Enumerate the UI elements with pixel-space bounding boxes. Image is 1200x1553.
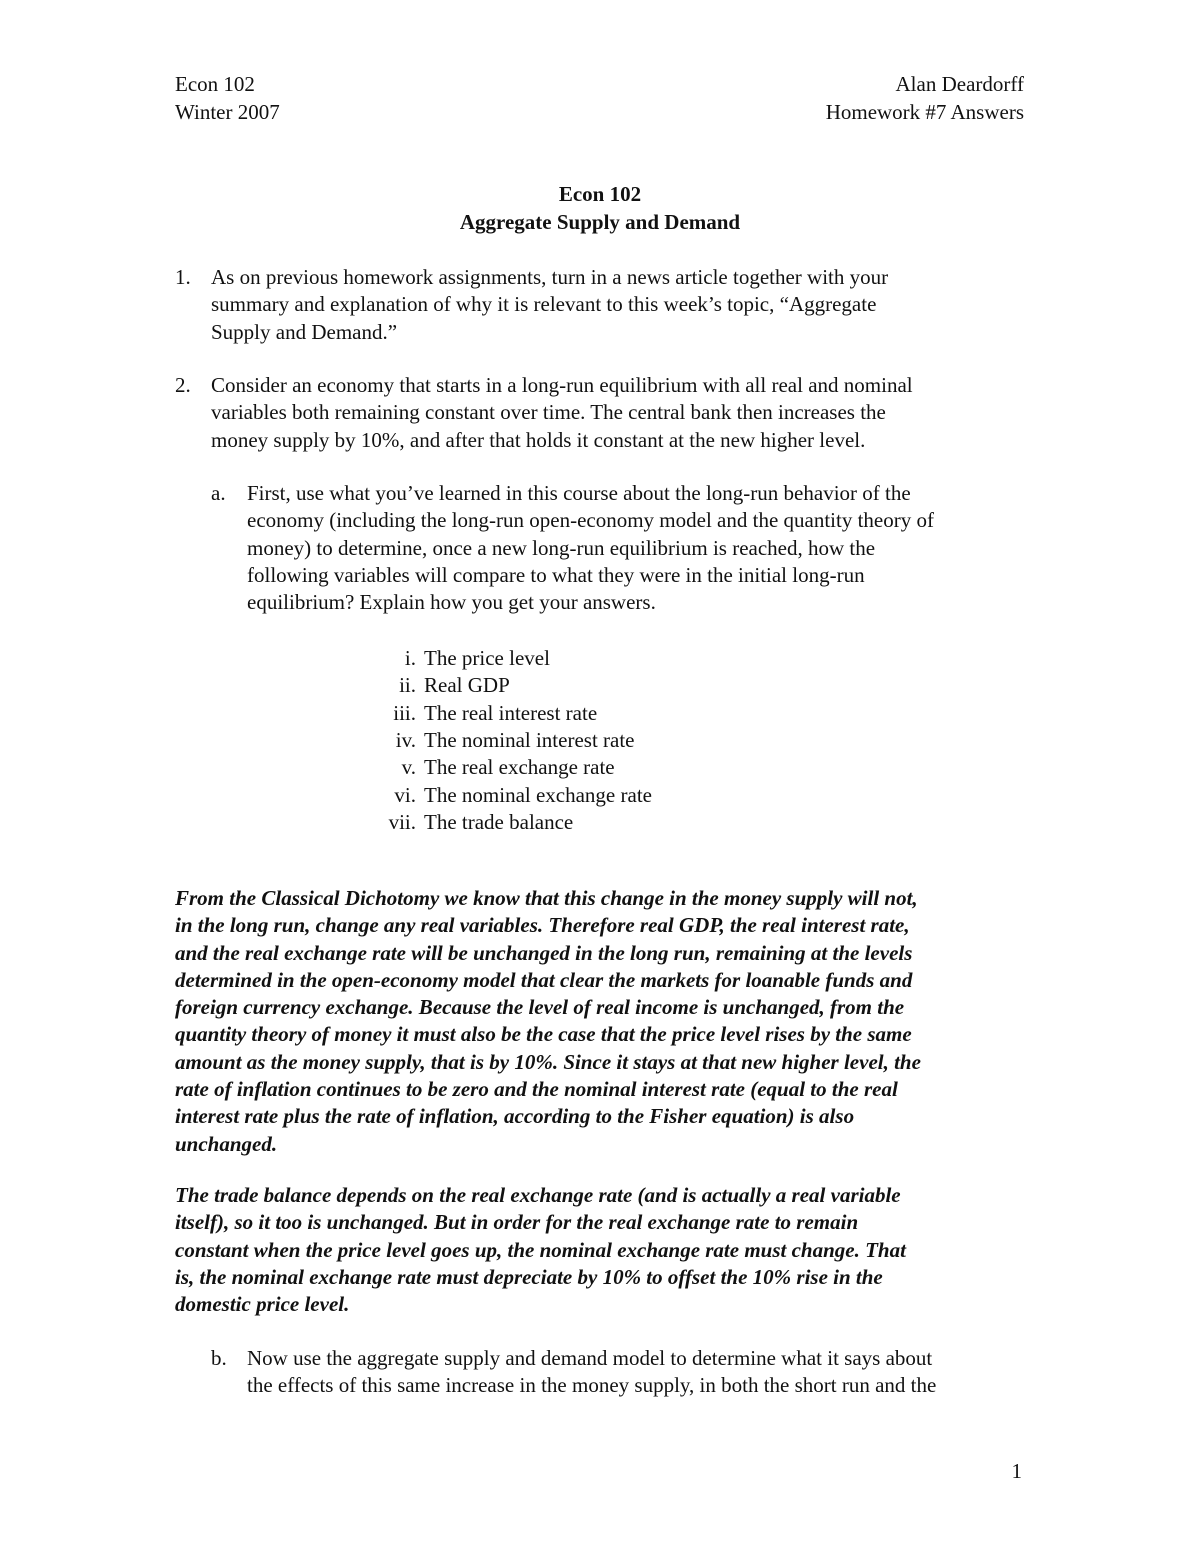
part-a-line: following variables will compare to what they were in the initial long-run [247,562,865,587]
list-item [372,645,550,672]
question-1-text [211,264,888,346]
list-item-label: v. [401,755,416,779]
answer-line: is, the nominal exchange rate must depreciate by 10% to offset the 10% rise in the [175,1264,883,1289]
part-a-line: First, use what you’ve learned in this course about the long-run behavior of the [247,481,911,505]
list-item [372,727,635,754]
list-item-text: The nominal interest rate [424,728,635,752]
list-item-label: i. [404,646,416,670]
question-2-text [211,372,913,454]
answer-paragraph-1 [175,885,921,1158]
question-1-line: As on previous homework assignments, turn in a news article together with your [211,265,889,289]
list-item [372,754,615,781]
course-label: Econ 102 [175,72,255,96]
list-item-label: iii. [393,701,416,725]
list-item-text: Real GDP [424,673,510,697]
list-item-text: The real interest rate [424,701,598,725]
answer-line: interest rate plus the rate of inflation, according to the Fisher equation) is also [175,1104,855,1129]
question-1-line: Supply and Demand.” [211,319,398,344]
list-item [372,782,652,809]
part-a-label: a. [211,481,226,505]
part-b-text [247,1345,936,1400]
answer-line: determined in the open-economy model that clear the markets for loanable funds and [175,967,913,992]
answer-line: foreign currency exchange. Because the level of real income is unchanged, from the [175,995,905,1020]
answer-line: From the Classical Dichotomy we know that this change in the money supply will not, [175,886,918,910]
list-item-text: The price level [424,646,550,670]
author-label: Alan Deardorff [895,72,1024,96]
answer-line: rate of inflation continues to be zero and the nominal interest rate (equal to the real [175,1077,898,1102]
answer-line: constant when the price level goes up, the nominal exchange rate must change. That [175,1237,906,1262]
list-item-text: The nominal exchange rate [424,783,652,807]
part-a-line: equilibrium? Explain how you get your answers. [247,590,656,615]
term-label: Winter 2007 [175,100,280,124]
question-2-number: 2. [175,373,191,397]
question-1-number: 1. [175,265,191,289]
list-item-label: ii. [399,673,416,697]
part-b-line: Now use the aggregate supply and demand model to determine what it says about [247,1346,933,1370]
list-item [372,672,510,699]
list-item-text: The trade balance [424,810,574,834]
answer-paragraph-2 [175,1182,906,1318]
list-item-label: iv. [395,728,416,752]
list-item [372,809,574,836]
question-1-line: summary and explanation of why it is relevant to this week’s topic, “Aggregate [211,292,877,317]
list-item-text: The real exchange rate [424,755,615,779]
answer-line: and the real exchange rate will be unchanged in the long run, remaining at the levels [175,940,913,965]
document-subtitle: Aggregate Supply and Demand [459,210,741,234]
answer-line: quantity theory of money it must also be the case that the price level rises by the same [175,1022,912,1047]
answer-line: itself), so it too is unchanged. But in order for the real exchange rate to remain [175,1210,859,1235]
list-item-label: vi. [394,783,416,807]
question-2-line: money supply by 10%, and after that holds it constant at the new higher level. [211,427,866,452]
list-item [372,700,598,727]
part-a-line: economy (including the long-run open-economy model and the quantity theory of [247,508,934,533]
answer-line: amount as the money supply, that is by 10%. Since it stays at that new higher level, the [175,1049,921,1074]
document-title: Econ 102 [558,182,642,206]
assignment-label: Homework #7 Answers [825,100,1024,124]
question-2-line: variables both remaining constant over time. The central bank then increases the [211,400,886,425]
part-a-text [247,480,934,616]
part-a-line: money) to determine, once a new long-run equilibrium is reached, how the [247,535,876,560]
answer-line: in the long run, change any real variables. Therefore real GDP, the real interest rate, [175,913,910,938]
part-b-line: the effects of this same increase in the money supply, in both the short run and the [247,1373,937,1398]
question-2-line: Consider an economy that starts in a long-run equilibrium with all real and nominal [211,373,913,397]
list-item-label: vii. [388,810,416,834]
answer-line: unchanged. [175,1131,278,1156]
part-b-label: b. [211,1346,227,1370]
answer-line: The trade balance depends on the real exchange rate (and is actually a real variable [175,1183,901,1207]
page-number: 1 [1011,1459,1022,1483]
answer-line: domestic price level. [175,1292,350,1317]
